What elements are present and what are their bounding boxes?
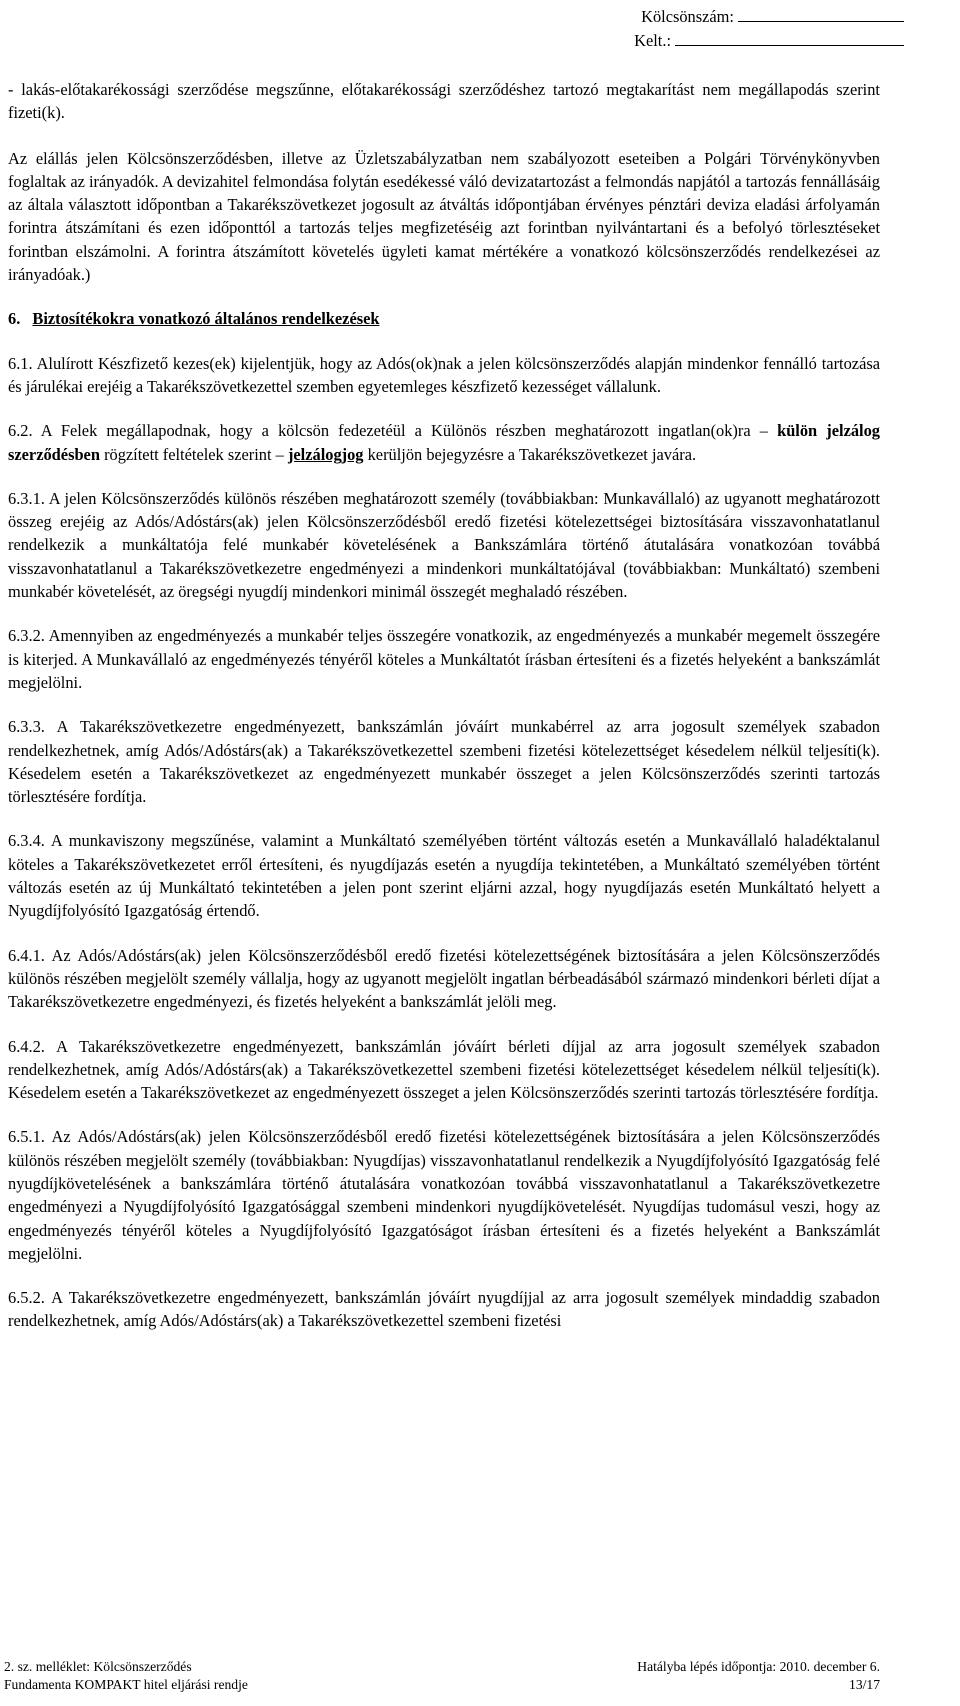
page-footer	[4, 1658, 880, 1694]
section-6-title: Biztosítékokra vonatkozó általános rendelkezések	[32, 309, 380, 329]
footer-effective-date: Hatályba lépés időpontja: 2010. december 6.	[637, 1659, 880, 1674]
footer-procedure-title: Fundamenta KOMPAKT hitel eljárási rendje	[4, 1677, 248, 1692]
section-6-number: 6.	[8, 309, 21, 329]
paragraph-6-3-1: 6.3.1. A jelen Kölcsönszerződés különös részében meghatározott személy (továbbiakban: Munkavállaló) az ugyanott meghatározott összeg erejéig az Adós/Adóstárs(ak) jelen Kölcsönszerződésből eredő fizetési kötelezettségei biztosítására visszavonhatatlanul rendelkezik a munkáltatója felé munkabér követelésének a Bankszámlára történő átutalására vonatkozóan továbbá visszavonhatatlanul a Takarékszövetkezetre engedményezi a mindenkori munkáltatójával (továbbiakban: Munkáltató) szembeni munkabér követelését, az öregségi nyugdíj mindenkori minimál összegét meghaladó részében.	[8, 488, 880, 602]
paragraph-termination-bullet: - lakás-előtakarékossági szerződése megszűnne, előtakarékossági szerződéshez tartozó megtakarítást nem megállapodás szerint fizeti(k).	[8, 80, 880, 123]
paragraph-6-4-1: 6.4.1. Az Adós/Adóstárs(ak) jelen Kölcsönszerződésből eredő fizetési kötelezettségének biztosítására a jelen Kölcsönszerződés különös részében megjelölt személy vállalja, hogy az ugyanott megjelölt ingatlan bérbeadásából származó mindenkori bérleti díjat a Takarékszövetkezetre engedményezi, és fizetés helyeként a bankszámlát jelöli meg.	[8, 945, 880, 1012]
paragraph-6-2	[8, 419, 880, 466]
page-header	[604, 4, 904, 52]
dated-label: Kelt.:	[634, 31, 671, 50]
footer-row-top	[4, 1658, 880, 1676]
footer-row-bottom	[4, 1676, 880, 1694]
paragraph-6-2-underlined-term: jelzálogjog	[287, 444, 364, 464]
paragraph-6-3-3: 6.3.3. A Takarékszövetkezetre engedményezett, bankszámlán jóváírt munkabérrel az arra jogosult személyek szabadon rendelkezhetnek, amíg Adós/Adóstárs(ak) a Takarékszövetkezettel szembeni fizetési kötelezettséget késedelem nélkül teljesíti(k). Késedelem esetén a Takarékszövetkezet az engedményezett munkabér összeget a jelen Kölcsönszerződés szerinti tartozás törlesztésére fordítja.	[8, 717, 880, 807]
section-6-heading	[8, 307, 880, 330]
loan-number-row	[604, 4, 904, 28]
footer-attachment-label: 2. sz. melléklet: Kölcsönszerződés	[4, 1659, 192, 1674]
paragraph-6-2-part-c: rögzített feltételek szerint –	[104, 444, 284, 464]
paragraph-6-4-2: 6.4.2. A Takarékszövetkezetre engedményezett, bankszámlán jóváírt bérleti díjjal az arra jogosult személyek szabadon rendelkezhetnek, amíg Adós/Adóstárs(ak) a Takarékszövetkezettel szembeni fizetési kötelezettséget késedelem nélkül teljesíti(k). Késedelem esetén a Takarékszövetkezet az engedményezett összeget a jelen Kölcsönszerződés szerinti tartozás törlesztésére fordítja.	[8, 1036, 880, 1103]
paragraph-6-3-4: 6.3.4. A munkaviszony megszűnése, valamint a Munkáltató személyében történt változás esetén a Munkavállaló haladéktalanul köteles a Takarékszövetkezetet erről értesíteni, és nyugdíjazás esetén a nyugdíja tekintetében, a Munkáltató személyében történt változás esetén az új Munkáltató tekintetében a jelen pont szerint eljárni azzal, hogy nyugdíjazás esetén Munkáltató helyett a Nyugdíjfolyósító Igazgatóság értendő.	[8, 831, 880, 921]
loan-number-blank-line	[738, 4, 904, 22]
paragraph-6-5-1: 6.5.1. Az Adós/Adóstárs(ak) jelen Kölcsönszerződésből eredő fizetési kötelezettségének biztosítására a jelen Kölcsönszerződés különös részében megjelölt személy (továbbiakban: Nyugdíjas) visszavonhatatlanul rendelkezik a Nyugdíjfolyósító Igazgatóság felé nyugdíjkövetelésének a bankszámlára történő átutalására vonatkozóan továbbá visszavonhatatlanul a Takarékszövetkezetre engedményezi a Nyugdíjfolyósító Igazgatósággal szembeni mindenkori nyugdíjkövetelését. Nyugdíjas tudomásul veszi, hogy az engedményezés tényéről köteles a Nyugdíjfolyósító Igazgatóságot írásban értesíteni és a fizetés helyeként a Bankszámlát megjelölni.	[8, 1127, 880, 1263]
paragraph-6-5-2: 6.5.2. A Takarékszövetkezetre engedményezett, bankszámlán jóváírt nyugdíjjal az arra jogosult személyek mindaddig szabadon rendelkezhetnek, amíg Adós/Adóstárs(ak) a Takarékszövetkezettel szembeni fizetési	[8, 1288, 880, 1331]
paragraph-6-1: 6.1. Alulírott Készfizető kezes(ek) kijelentjük, hogy az Adós(ok)nak a jelen kölcsönszerződés alapján mindenkor fennálló tartozása és járulékai erejéig a Takarékszövetkezettel szemben egyetemleges készfizető kezességet vállalunk.	[8, 353, 880, 396]
dated-blank-line	[675, 28, 904, 46]
paragraph-6-2-part-e: kerüljön bejegyzésre a Takarékszövetkezet javára.	[367, 444, 697, 464]
dated-row	[604, 28, 904, 52]
paragraph-6-2-part-a: 6.2. A Felek megállapodnak, hogy a kölcsön fedezetéül a Különös részben meghatározott ingatlan(ok)ra –	[8, 421, 768, 441]
document-body	[8, 78, 880, 1354]
loan-number-label: Kölcsönszám:	[641, 7, 734, 26]
paragraph-6-3-2: 6.3.2. Amennyiben az engedményezés a munkabér teljes összegére vonatkozik, az engedményezés a munkabér megemelt összegére is kiterjed. A Munkavállaló az engedményezés tényéről köteles a Munkáltatót írásban értesíteni és a fizetés helyeként a bankszámlát megjelölni.	[8, 626, 880, 692]
footer-page-number: 13/17	[849, 1677, 880, 1692]
paragraph-6-2-bold-term: külön jelzálog szerződésben	[8, 421, 881, 464]
paragraph-withdrawal: Az elállás jelen Kölcsönszerződésben, illetve az Üzletszabályzatban nem szabályozott eseteiben a Polgári Törvénykönyvben foglaltak az irányadók. A devizahitel felmondása folytán esedékessé váló devizatartozást a felmondás napjától a tartozás fennállásáig az általa választott időpontban a Takarékszövetkezet jogosult az átváltás időpontjában érvényes pénztári deviza eladási árfolyamán forintra átszámítani és ezen időponttól a tartozás teljes megfizetéséig azt forintban nyilvántartani és a befolyó törlesztéseket forintban elszámolni. A forintra átszámított követelés ügyleti kamat mértékére a vonatkozó kölcsönszerződés rendelkezései az irányadóak.)	[8, 148, 880, 285]
